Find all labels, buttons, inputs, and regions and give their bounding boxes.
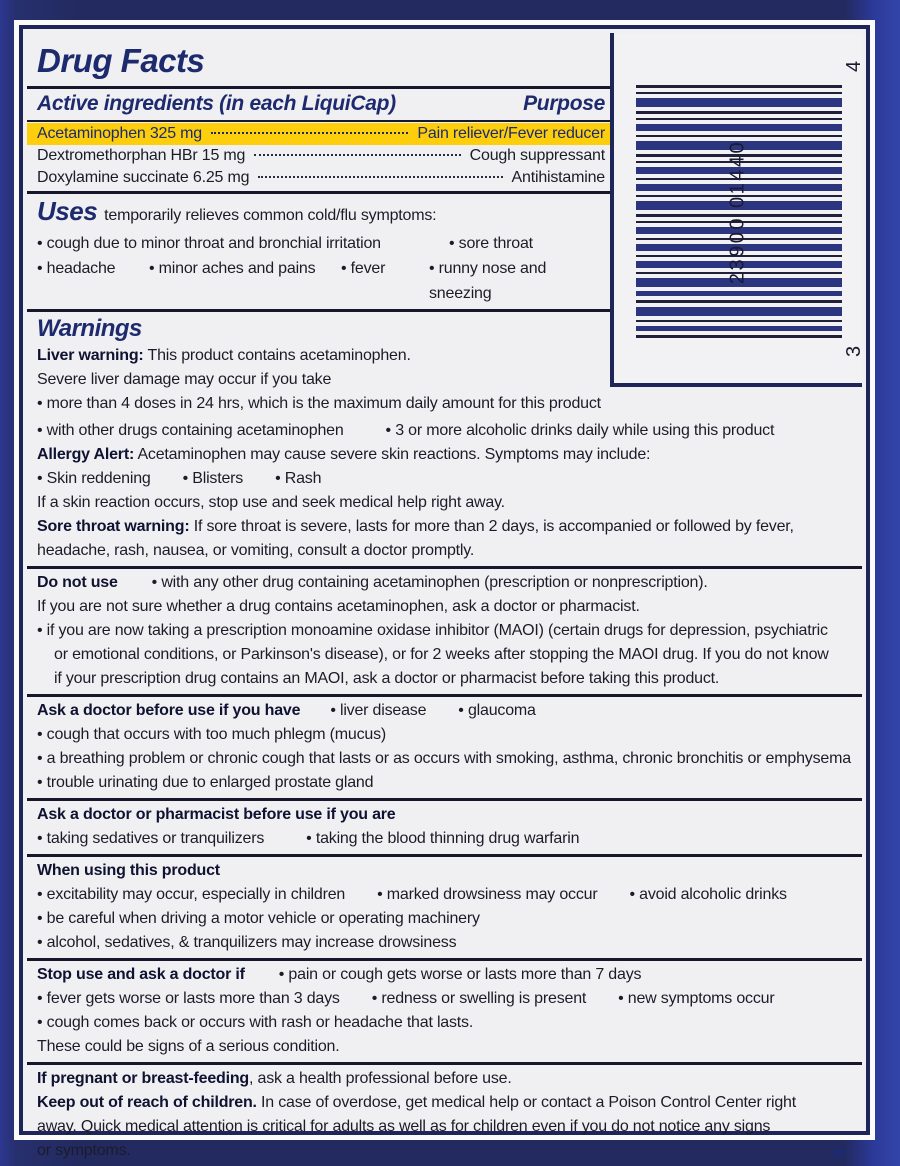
list-item: • redness or swelling is present [371,990,587,1007]
barcode-digit-top: 4 [843,61,866,72]
dotted-leader [254,154,460,156]
pregnant-warning-text: , ask a health professional before use. [249,1070,512,1087]
drug-facts-label [14,20,875,1162]
list-item: • fever gets worse or lasts more than 3 days [37,990,340,1007]
full-width-column [27,419,862,1166]
ingredient-purpose: Pain reliever/Fever reducer [417,125,605,142]
barcode-panel [610,33,866,387]
barcode-bar [636,124,842,131]
ingredient-name: Doxylamine succinate 6.25 mg [37,169,250,186]
list-item: • Blisters [182,470,244,487]
ingredient-purpose: Antihistamine [511,169,605,186]
when-using-heading: When using this product [37,862,220,879]
ask-doctor-section [27,697,862,798]
stop-use-heading: Stop use and ask a doctor if [37,966,245,983]
when-using-section [27,857,862,958]
list-item: • excitability may occur, especially in children [37,886,346,903]
list-item: • cough comes back or occurs with rash or headache that lasts. [37,1014,474,1031]
do-not-use-heading: Do not use [37,574,118,591]
body-line: If you are not sure whether a drug contains acetaminophen, ask a doctor or pharmacist. [37,598,640,615]
list-item: • be careful when driving a motor vehicle or operating machinery [37,910,480,927]
uses-heading: Uses [37,196,98,226]
barcode-bar [636,118,842,121]
allergy-alert-label: Allergy Alert: [37,446,135,463]
warnings-section-top [27,312,615,419]
table-row [27,123,615,145]
list-item: • taking sedatives or tranquilizers [37,830,265,847]
body-line: if your prescription drug contains an MAOI, ask a doctor or pharmacist before taking this product. [54,670,720,687]
dotted-leader [211,132,408,134]
warnings-line: If a skin reaction occurs, stop use and seek medical help right away. [37,494,505,511]
list-item: • alcohol, sedatives, & tranquilizers may increase drowsiness [37,934,457,951]
uses-intro: temporarily relieves common cold/flu symptoms: [104,207,437,224]
list-item: • if you are now taking a prescription monoamine oxidase inhibitor (MAOI) (certain drugs for depression, psychiatric [37,622,828,639]
continue-arrow-icon: ▶ [833,1141,848,1162]
body-line: away. Quick medical attention is critical for adults as well as for children even if you do not notice any signs [37,1118,771,1135]
label-border-frame [19,25,870,1162]
barcode-bar [636,300,842,303]
list-item: • Rash [275,470,322,487]
barcode-bar [636,85,842,88]
active-ingredients-heading: Active ingredients (in each LiquiCap) [37,92,396,115]
list-item: • new symptoms occur [618,990,775,1007]
body-line: or symptoms. [37,1142,131,1159]
body-line: or emotional conditions, or Parkinson's disease), or for 2 weeks after stopping the MAOI drug. If you do not know [54,646,829,663]
uses-bullets-row [37,256,605,306]
keep-out-of-reach-label: Keep out of reach of children. [37,1094,257,1111]
barcode-digits [836,33,866,375]
list-item: • liver disease [330,702,427,719]
pregnant-warning-label: If pregnant or breast-feeding [37,1070,249,1087]
barcode-bar [636,326,842,331]
list-item: • cough that occurs with too much phlegm (mucus) [37,726,387,743]
barcode-bar [636,307,842,316]
barcode-bar [636,291,842,296]
stop-use-section [27,961,862,1062]
list-item: • cough due to minor throat and bronchial irritation [37,235,381,252]
list-item: • runny nose and sneezing [429,260,547,302]
active-ingredients-header [37,90,605,118]
warnings-line: headache, rash, nausea, or vomiting, consult a doctor promptly. [37,542,475,559]
ask-pharmacist-heading: Ask a doctor or pharmacist before use if you are [37,806,396,823]
label-content [27,33,866,1162]
list-item: • sore throat [449,235,533,252]
barcode-bar [636,335,842,338]
left-column [27,33,615,419]
barcode-digits-middle: 23900 01440 [726,139,749,284]
list-item: • more than 4 doses in 24 hrs, which is the maximum daily amount for this product [37,395,601,412]
ask-pharmacist-section [27,801,862,854]
active-ingredients-table [27,122,615,191]
body-line: These could be signs of a serious condition. [37,1038,340,1055]
barcode-bar [636,320,842,323]
list-item: • pain or cough gets worse or lasts more than 7 days [278,966,642,983]
do-not-use-section [27,569,862,694]
warnings-line: Severe liver damage may occur if you take [37,371,332,388]
table-row [27,167,615,189]
table-row [27,145,615,167]
list-item: • trouble urinating due to enlarged prostate gland [37,774,374,791]
sore-throat-warning-label: Sore throat warning: [37,518,190,535]
uses-section [27,194,615,309]
list-item: • taking the blood thinning drug warfarin [306,830,580,847]
dotted-leader [258,176,502,178]
final-section [27,1065,862,1166]
barcode-digit-bottom: 3 [843,346,866,357]
list-item: • marked drowsiness may occur [377,886,598,903]
list-item: • a breathing problem or chronic cough that lasts or as occurs with smoking, asthma, chronic bronchitis or emphysema [37,750,851,767]
page-title: Drug Facts [37,42,205,79]
uses-bullets-row [37,231,605,256]
list-item: • minor aches and pains [149,260,316,277]
purpose-heading: Purpose [523,92,605,115]
list-item: • with other drugs containing acetaminophen [37,422,344,439]
ask-doctor-heading: Ask a doctor before use if you have [37,702,301,719]
barcode-bar [636,98,842,107]
liver-warning-text: This product contains acetaminophen. [143,347,411,364]
warnings-section-rest [27,419,862,566]
list-item: • fever [341,260,386,277]
keep-out-of-reach-text: In case of overdose, get medical help or contact a Poison Control Center right [256,1094,796,1111]
barcode-bar [636,111,842,114]
ingredient-name: Dextromethorphan HBr 15 mg [37,147,246,164]
list-item: • Skin reddening [37,470,151,487]
barcode-bar [636,92,842,95]
ingredient-purpose: Cough suppressant [469,147,605,164]
sore-throat-warning-text: If sore throat is severe, lasts for more than 2 days, is accompanied or followed by fever, [189,518,794,535]
list-item: • with any other drug containing acetaminophen (prescription or nonprescription). [151,574,708,591]
barcode-bar [636,135,842,138]
list-item: • headache [37,260,116,277]
ingredient-name: Acetaminophen 325 mg [37,125,203,142]
allergy-alert-text: Acetaminophen may cause severe skin reactions. Symptoms may include: [134,446,651,463]
liver-warning-label: Liver warning: [37,347,144,364]
list-item: • avoid alcoholic drinks [629,886,787,903]
list-item: • glaucoma [458,702,536,719]
list-item: • 3 or more alcoholic drinks daily while using this product [385,422,775,439]
warnings-heading: Warnings [37,315,142,342]
